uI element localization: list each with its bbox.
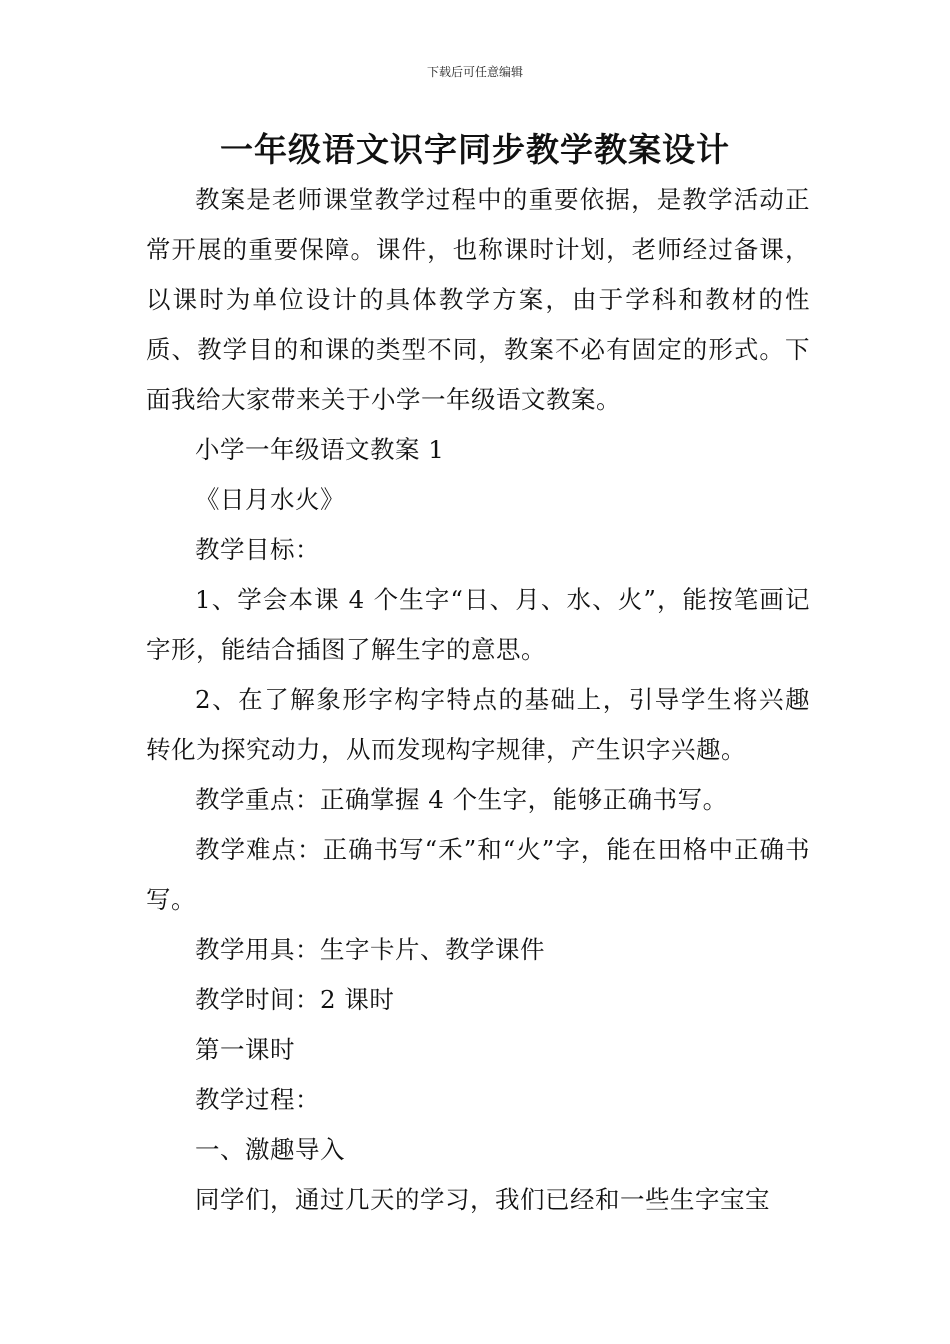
paragraph-first-lesson: 第一课时 [195, 1035, 295, 1064]
document-title: 一年级语文识字同步教学教案设计 [220, 130, 730, 169]
paragraph-difficulties: 教学难点：正确书写“禾”和“火”字，能在田格中正确书写。 [146, 835, 810, 914]
document-body [146, 175, 810, 1225]
paragraph-teaching-time: 教学时间：2 课时 [195, 985, 395, 1014]
paragraph-key-points: 教学重点：正确掌握 4 个生字，能够正确书写。 [195, 785, 728, 814]
paragraph-objectives-heading: 教学目标： [195, 535, 320, 564]
header-note: 下载后可任意编辑 [426, 65, 523, 79]
paragraph-process-heading: 教学过程： [195, 1085, 320, 1114]
paragraph-intro: 教案是老师课堂教学过程中的重要依据，是教学活动正常开展的重要保障。课件，也称课时计划，老师经过备课，以课时为单位设计的具体教学方案，由于学科和教材的性质、教学目的和课的类型不同，教案不必有固定的形式。下面我给大家带来关于小学一年级语文教案。 [146, 185, 810, 414]
paragraph-lesson-title: 《日月水火》 [195, 485, 345, 514]
paragraph-objective-2: 2、在了解象形字构字特点的基础上，引导学生将兴趣转化为探究动力，从而发现构字规律，产生识字兴趣。 [146, 685, 810, 764]
paragraph-objective-1: 1、学会本课 4 个生字“日、月、水、火”，能按笔画记字形，能结合插图了解生字的意思。 [146, 585, 810, 664]
paragraph-step-1-text: 同学们，通过几天的学习，我们已经和一些生字宝宝 [195, 1185, 770, 1214]
paragraph-step-1: 一、激趣导入 [195, 1135, 345, 1164]
paragraph-lesson-heading: 小学一年级语文教案 1 [195, 435, 445, 464]
paragraph-teaching-aids: 教学用具：生字卡片、教学课件 [195, 935, 545, 964]
